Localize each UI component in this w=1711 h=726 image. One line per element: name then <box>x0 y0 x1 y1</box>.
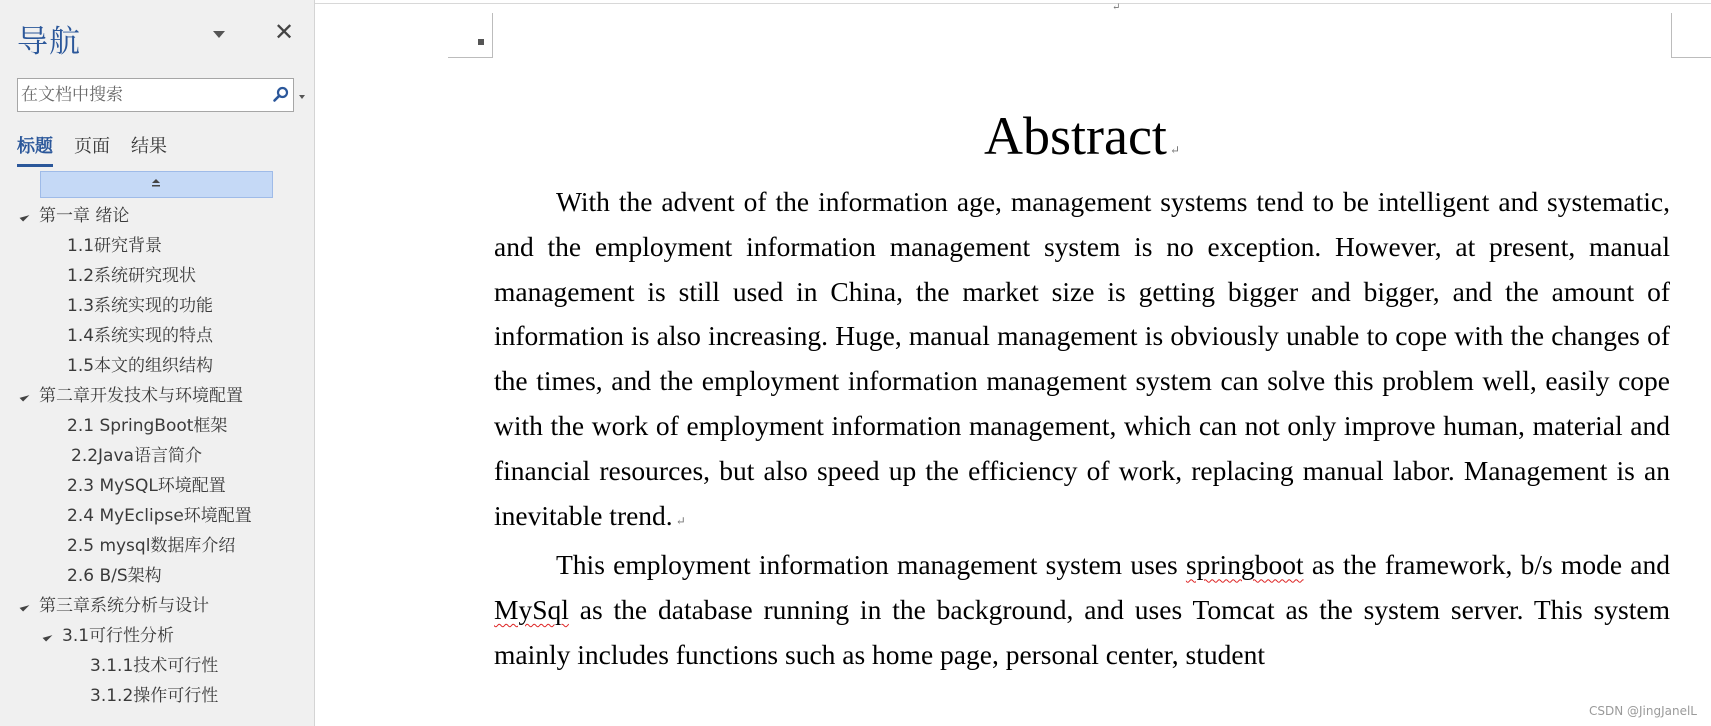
paragraph-marker-icon <box>478 39 484 45</box>
collapse-up-icon <box>151 178 161 190</box>
heading-label: 第三章系统分析与设计 <box>39 596 209 616</box>
misspelled-word: springboot <box>1185 549 1304 581</box>
heading-label: 2.1 SpringBoot框架 <box>67 416 228 436</box>
close-icon[interactable]: ✕ <box>273 18 295 46</box>
heading-item[interactable] <box>90 681 218 711</box>
expand-triangle-icon[interactable] <box>20 601 30 611</box>
text-run: as the database running in the background, and uses Tomcat as the system server. This system mainly includes functions such as home page, personal center, student <box>494 594 1670 670</box>
heading-item[interactable] <box>90 651 218 681</box>
heading-item[interactable] <box>67 291 213 321</box>
expand-triangle-icon[interactable] <box>20 391 30 401</box>
heading-item[interactable] <box>67 531 235 561</box>
document-title <box>493 100 1671 186</box>
title-text: Abstract <box>984 106 1167 166</box>
heading-label: 3.1.1技术可行性 <box>90 656 219 676</box>
heading-item[interactable] <box>67 561 162 591</box>
paragraph <box>494 180 1670 543</box>
expand-triangle-icon[interactable] <box>43 631 53 641</box>
heading-label: 2.6 B/S架构 <box>67 566 162 586</box>
heading-label: 1.4系统实现的特点 <box>67 326 214 346</box>
heading-item[interactable] <box>22 201 129 231</box>
heading-label: 1.5本文的组织结构 <box>67 356 214 376</box>
nav-pane-title: 导航 <box>17 24 81 60</box>
margin-corner-left <box>448 13 493 58</box>
tab-results[interactable]: 结果 <box>131 136 167 157</box>
search-input[interactable] <box>18 79 251 111</box>
search-box <box>17 78 294 112</box>
heading-label: 3.1可行性分析 <box>62 626 175 646</box>
paragraph-mark-icon: ↵ <box>1112 2 1121 13</box>
heading-item[interactable] <box>67 411 227 441</box>
navigation-pane <box>0 0 315 726</box>
document-area[interactable] <box>315 0 1711 726</box>
heading-label: 1.3系统实现的功能 <box>67 296 214 316</box>
misspelled-word: MySql <box>494 594 569 626</box>
watermark: CSDN @JingJanelL <box>1588 704 1697 718</box>
expand-triangle-icon[interactable] <box>20 211 30 221</box>
search-icon[interactable] <box>271 85 291 105</box>
heading-label: 2.2Java语言简介 <box>71 446 202 466</box>
heading-item[interactable] <box>67 501 252 531</box>
search-options-dropdown-icon[interactable] <box>299 95 305 99</box>
heading-item[interactable] <box>67 231 162 261</box>
text-run: as the framework, b/s mode and <box>1303 549 1670 581</box>
heading-item[interactable] <box>67 351 213 381</box>
paragraph-mark-icon: ↵ <box>675 513 686 528</box>
heading-label: 3.1.2操作可行性 <box>90 686 219 706</box>
heading-item[interactable] <box>67 471 226 501</box>
document-body[interactable] <box>494 180 1670 726</box>
heading-item[interactable] <box>45 621 174 651</box>
heading-item[interactable] <box>22 591 209 621</box>
heading-item[interactable] <box>71 441 202 471</box>
heading-item[interactable] <box>67 261 196 291</box>
paragraph <box>494 543 1670 677</box>
page-top-edge <box>315 3 1711 4</box>
heading-label: 2.3 MySQL环境配置 <box>67 476 226 496</box>
heading-label: 1.1研究背景 <box>67 236 163 256</box>
heading-item[interactable] <box>67 321 213 351</box>
heading-item[interactable] <box>22 381 243 411</box>
text-run: With the advent of the information age, management systems tend to be intelligent and systematic, and the employment information management system is no exception. However, at present, manual management is still used in China, the market size is getting bigger and bigger, and the amount of information is also increasing. Huge, manual management is obviously unable to cope with the changes of the times, and the employment information management system can solve this problem well, easily cope with the work of employment information management, which can not only improve human, material and financial resources, but also speed up the efficiency of work, replacing manual labor. Management is an inevitable trend. <box>494 186 1670 531</box>
margin-corner-right <box>1671 13 1711 58</box>
tab-pages[interactable]: 页面 <box>74 136 110 157</box>
heading-label: 第二章开发技术与环境配置 <box>39 386 243 406</box>
paragraph-mark-icon: ↵ <box>1169 143 1180 157</box>
collapse-all-headings-button[interactable] <box>40 171 273 198</box>
heading-label: 1.2系统研究现状 <box>67 266 197 286</box>
heading-label: 第一章 绪论 <box>39 206 130 226</box>
heading-outline <box>0 199 315 726</box>
chevron-down-icon[interactable] <box>213 31 225 38</box>
tab-headings[interactable]: 标题 <box>17 132 53 167</box>
heading-label: 2.5 mysql数据库介绍 <box>67 536 236 556</box>
text-run: This employment information management system uses <box>556 549 1186 581</box>
heading-label: 2.4 MyEclipse环境配置 <box>67 506 252 526</box>
